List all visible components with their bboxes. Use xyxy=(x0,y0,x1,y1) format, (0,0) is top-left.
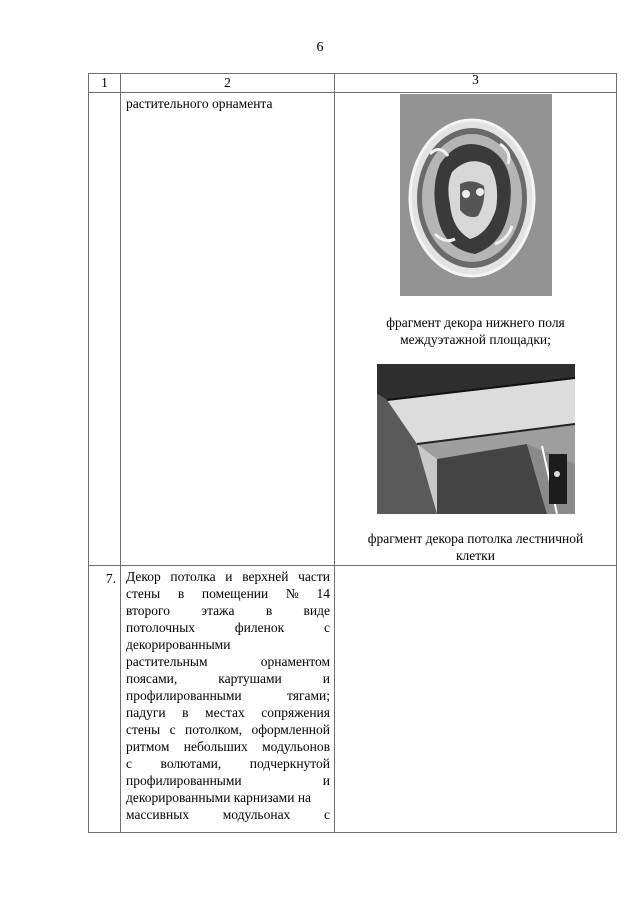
description-line: массивных модульонах с xyxy=(126,807,330,822)
description-line: Декор потолка и верхней части xyxy=(126,569,330,584)
table-header-row xyxy=(89,74,617,93)
table-row xyxy=(89,566,617,833)
description-cell xyxy=(121,566,335,833)
photo-cell xyxy=(335,93,617,566)
description-line: стены с потолком, оформленной xyxy=(126,722,330,737)
description-line: падуги в местах сопряжения xyxy=(126,705,330,720)
description-line: второго этажа в виде xyxy=(126,603,330,618)
description-text: растительного орнамента xyxy=(126,96,273,111)
description-line: декорированными xyxy=(126,637,231,652)
caption-2-line-1: фрагмент декора потолка лестничной xyxy=(367,531,584,546)
description-line: потолочных филенок с xyxy=(126,620,330,635)
caption-1-line-1: фрагмент декора нижнего поля xyxy=(386,315,565,330)
description-line: поясами, картушами и xyxy=(126,671,330,686)
description-line: ритмом небольших модульонов xyxy=(126,739,330,754)
photo-cell xyxy=(335,566,617,833)
row-number: 7. xyxy=(89,566,121,833)
header-col-1: 1 xyxy=(89,74,121,93)
row-number-cell xyxy=(89,93,121,566)
description-line: профилированными тягами; xyxy=(126,688,330,703)
description-line: декорированными карнизами на xyxy=(126,790,312,805)
caption-1-line-2: междуэтажной площадки; xyxy=(400,332,551,347)
description-line: растительным орнаментом xyxy=(126,654,330,669)
description-line: профилированными и xyxy=(126,773,330,788)
photo-caption-1 xyxy=(335,314,616,348)
caption-2-line-2: клетки xyxy=(456,548,495,563)
header-col-2: 2 xyxy=(121,74,335,93)
description-cell xyxy=(121,93,335,566)
page-number: 6 xyxy=(316,40,324,55)
ceiling-photo xyxy=(377,364,575,514)
description-line: с волютами, подчеркнутой xyxy=(126,756,330,771)
table-row xyxy=(89,93,617,566)
monument-description-table xyxy=(88,73,617,833)
medallion-photo xyxy=(400,94,552,296)
photo-caption-2 xyxy=(335,530,616,564)
description-line: стены в помещении № 14 xyxy=(126,586,330,601)
header-col-3: 3 xyxy=(335,74,617,93)
